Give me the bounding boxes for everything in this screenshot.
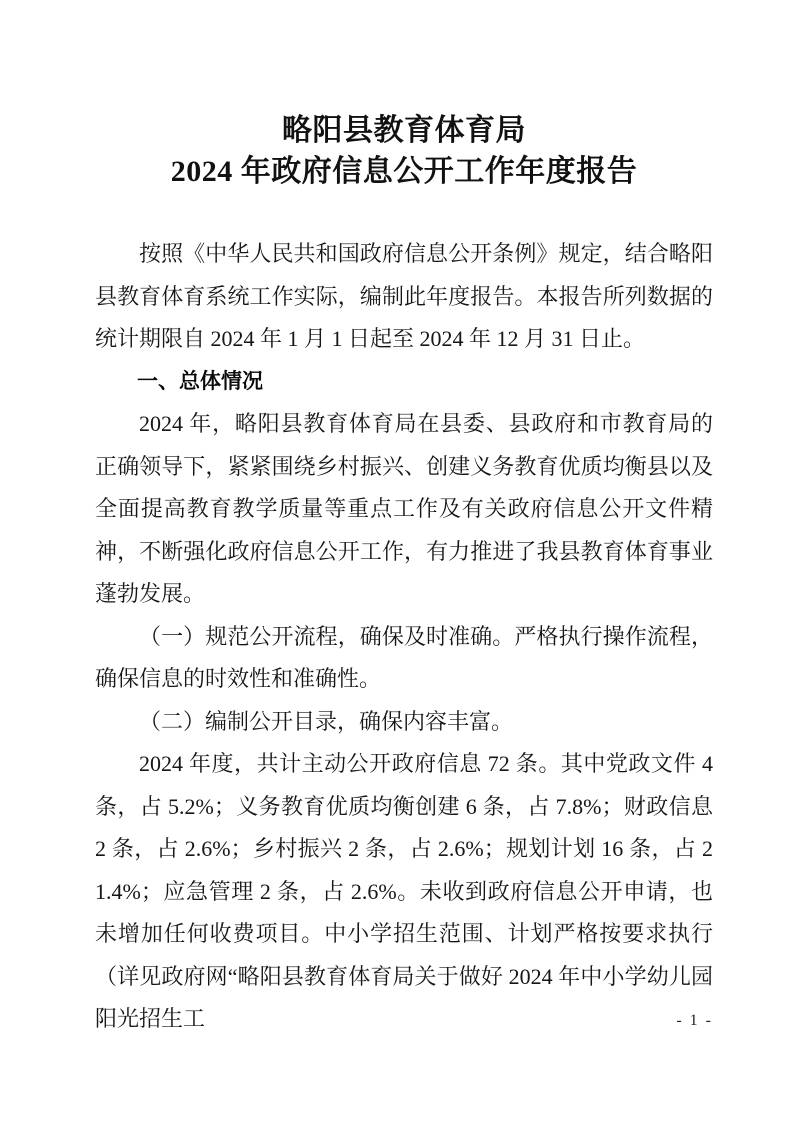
section-heading-overall-situation: 一、总体情况 — [137, 369, 263, 393]
paragraph-item-one: （一）规范公开流程，确保及时准确。严格执行操作流程，确保信息的时效性和准确性。 — [95, 623, 713, 691]
document-title-line2: 2024 年政府信息公开工作年度报告 — [170, 155, 638, 188]
document-body — [95, 233, 713, 1041]
paragraph-overview: 2024 年，略阳县教育体育局在县委、县政府和市教育局的正确领导下，紧紧围绕乡村振兴、创建义务教育优质均衡县以及全面提高教育教学质量等重点工作及有关政府信息公开文件精神，不断强化政府信息公开工作，有力推进了我县教育体育事业蓬勃发展。 — [95, 411, 713, 606]
document-title — [95, 110, 713, 192]
document-title-line1: 略阳县教育体育局 — [282, 114, 526, 147]
document-content — [95, 110, 713, 1041]
paragraph-statistics: 2024 年度，共计主动公开政府信息 72 条。其中党政文件 4 条，占 5.2%；义务教育优质均衡创建 6 条，占 7.8%；财政信息 2 条，占 2.6%；乡村振兴 2 条，占 2.6%；规划计划 16 条，占 21.4%；应急管理 2 条，占 2.6%。未收到政府信息公开申请，也未增加任何收费项目。中小学招生范围、计划严格按要求执行（详见政府网“略阳县教育体育局关于做好 2024 年中小学幼儿园阳光招生工 — [95, 751, 713, 1031]
paragraph-intro: 按照《中华人民共和国政府信息公开条例》规定，结合略阳县教育体育系统工作实际，编制此年度报告。本报告所列数据的统计期限自 2024 年 1 月 1 日起至 2024 年 12 月 31 日止。 — [95, 241, 713, 351]
paragraph-item-two: （二）编制公开目录，确保内容丰富。 — [139, 708, 514, 734]
page-number: - 1 - — [676, 1012, 713, 1029]
